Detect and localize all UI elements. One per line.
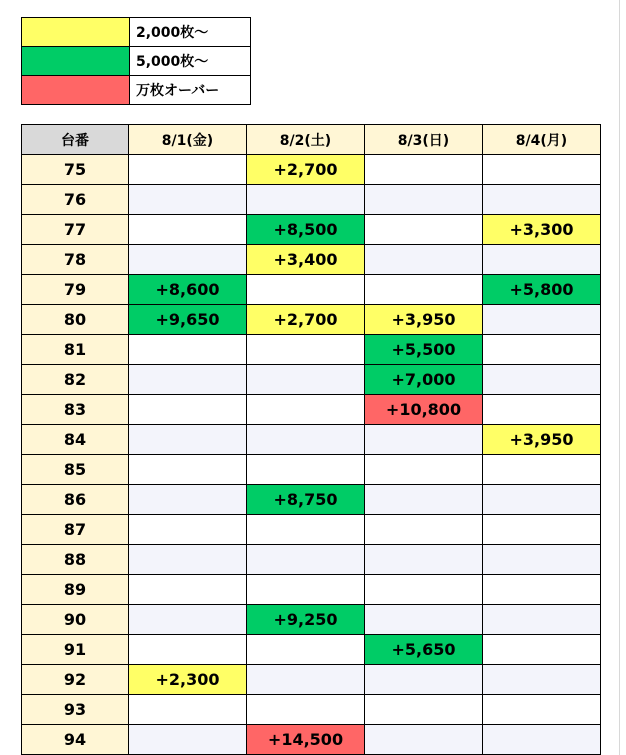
machine-number-cell: 86: [22, 485, 129, 515]
table-row: [22, 245, 601, 275]
table-row: [22, 695, 601, 725]
result-cell: [365, 725, 483, 755]
result-cell: [483, 155, 601, 185]
legend-label-5000: 5,000枚～: [130, 47, 251, 76]
result-cell: [129, 365, 247, 395]
machine-results-table: [21, 124, 601, 755]
machine-number-cell: 87: [22, 515, 129, 545]
result-cell: +14,500: [247, 725, 365, 755]
result-cell: +9,650: [129, 305, 247, 335]
result-cell: [365, 455, 483, 485]
result-cell: [483, 575, 601, 605]
result-cell: [129, 395, 247, 425]
machine-number-cell: 92: [22, 665, 129, 695]
legend-swatch-red: [22, 76, 130, 105]
table-row: [22, 425, 601, 455]
result-cell: [129, 155, 247, 185]
result-cell: [129, 725, 247, 755]
machine-number-cell: 80: [22, 305, 129, 335]
result-cell: [247, 335, 365, 365]
result-cell: +3,950: [483, 425, 601, 455]
table-row: [22, 275, 601, 305]
legend-label-10000: 万枚オーバー: [130, 76, 251, 105]
legend-label-2000: 2,000枚～: [130, 18, 251, 47]
result-cell: [365, 605, 483, 635]
result-cell: [247, 275, 365, 305]
table-body: [22, 155, 601, 755]
result-cell: [247, 425, 365, 455]
result-cell: +2,700: [247, 305, 365, 335]
result-cell: [483, 305, 601, 335]
result-cell: [483, 185, 601, 215]
result-cell: [129, 245, 247, 275]
result-cell: [129, 455, 247, 485]
date-header: 8/1(金): [129, 125, 247, 155]
machine-number-cell: 84: [22, 425, 129, 455]
table-row: [22, 635, 601, 665]
table-row: [22, 215, 601, 245]
result-cell: [247, 635, 365, 665]
machine-number-cell: 94: [22, 725, 129, 755]
machine-number-cell: 75: [22, 155, 129, 185]
machine-number-cell: 77: [22, 215, 129, 245]
date-header: 8/4(月): [483, 125, 601, 155]
result-cell: [483, 545, 601, 575]
table-row: [22, 455, 601, 485]
table-row: [22, 575, 601, 605]
table-row: [22, 185, 601, 215]
result-cell: [483, 245, 601, 275]
result-cell: [247, 665, 365, 695]
result-cell: [365, 185, 483, 215]
result-cell: [247, 515, 365, 545]
table-row: [22, 155, 601, 185]
machine-number-cell: 85: [22, 455, 129, 485]
result-cell: [365, 575, 483, 605]
table-row: [22, 305, 601, 335]
table-row: [22, 515, 601, 545]
result-cell: +8,600: [129, 275, 247, 305]
date-header: 8/3(日): [365, 125, 483, 155]
result-cell: [129, 425, 247, 455]
result-cell: +3,300: [483, 215, 601, 245]
result-cell: [483, 605, 601, 635]
result-cell: [129, 695, 247, 725]
result-cell: +7,000: [365, 365, 483, 395]
result-cell: [483, 335, 601, 365]
result-cell: [483, 665, 601, 695]
result-cell: [365, 245, 483, 275]
result-cell: [247, 545, 365, 575]
result-cell: [483, 725, 601, 755]
machine-number-cell: 81: [22, 335, 129, 365]
result-cell: +2,700: [247, 155, 365, 185]
result-cell: [483, 365, 601, 395]
page-right-edge: [619, 0, 620, 755]
result-cell: [365, 425, 483, 455]
result-cell: +2,300: [129, 665, 247, 695]
result-cell: [247, 365, 365, 395]
table-row: [22, 725, 601, 755]
result-cell: +8,500: [247, 215, 365, 245]
machine-number-cell: 83: [22, 395, 129, 425]
legend-row-2000: [22, 18, 251, 47]
legend-swatch-green: [22, 47, 130, 76]
table-row: [22, 485, 601, 515]
result-cell: [247, 455, 365, 485]
result-cell: [129, 215, 247, 245]
table-row: [22, 395, 601, 425]
result-cell: [365, 515, 483, 545]
machine-number-cell: 88: [22, 545, 129, 575]
legend-row-5000: [22, 47, 251, 76]
result-cell: [365, 215, 483, 245]
machine-number-cell: 79: [22, 275, 129, 305]
result-cell: [483, 635, 601, 665]
result-cell: [483, 395, 601, 425]
machine-number-cell: 82: [22, 365, 129, 395]
result-cell: [483, 695, 601, 725]
table-row: [22, 335, 601, 365]
result-cell: [247, 695, 365, 725]
result-cell: [129, 545, 247, 575]
machine-number-cell: 76: [22, 185, 129, 215]
result-cell: +8,750: [247, 485, 365, 515]
result-cell: [247, 185, 365, 215]
result-cell: +5,650: [365, 635, 483, 665]
result-cell: [365, 545, 483, 575]
machine-number-cell: 91: [22, 635, 129, 665]
table-row: [22, 665, 601, 695]
legend-row-10000: [22, 76, 251, 105]
machine-number-cell: 89: [22, 575, 129, 605]
color-legend: [21, 17, 251, 105]
result-cell: [483, 515, 601, 545]
machine-number-cell: 90: [22, 605, 129, 635]
table-row: [22, 605, 601, 635]
result-cell: [483, 455, 601, 485]
result-cell: [129, 335, 247, 365]
result-cell: +3,950: [365, 305, 483, 335]
result-cell: [129, 485, 247, 515]
result-cell: [129, 635, 247, 665]
result-cell: [365, 695, 483, 725]
result-cell: [365, 155, 483, 185]
result-cell: [247, 395, 365, 425]
result-cell: [129, 575, 247, 605]
result-cell: [483, 485, 601, 515]
result-cell: [365, 275, 483, 305]
result-cell: [365, 485, 483, 515]
machine-number-cell: 93: [22, 695, 129, 725]
machine-number-header: 台番: [22, 125, 129, 155]
table-header-row: [22, 125, 601, 155]
result-cell: [129, 605, 247, 635]
result-cell: [247, 575, 365, 605]
result-cell: +9,250: [247, 605, 365, 635]
machine-number-cell: 78: [22, 245, 129, 275]
result-cell: [129, 185, 247, 215]
result-cell: [129, 515, 247, 545]
legend-swatch-yellow: [22, 18, 130, 47]
table-row: [22, 365, 601, 395]
table-row: [22, 545, 601, 575]
result-cell: +3,400: [247, 245, 365, 275]
result-cell: +10,800: [365, 395, 483, 425]
result-cell: +5,500: [365, 335, 483, 365]
result-cell: [365, 665, 483, 695]
date-header: 8/2(土): [247, 125, 365, 155]
result-cell: +5,800: [483, 275, 601, 305]
